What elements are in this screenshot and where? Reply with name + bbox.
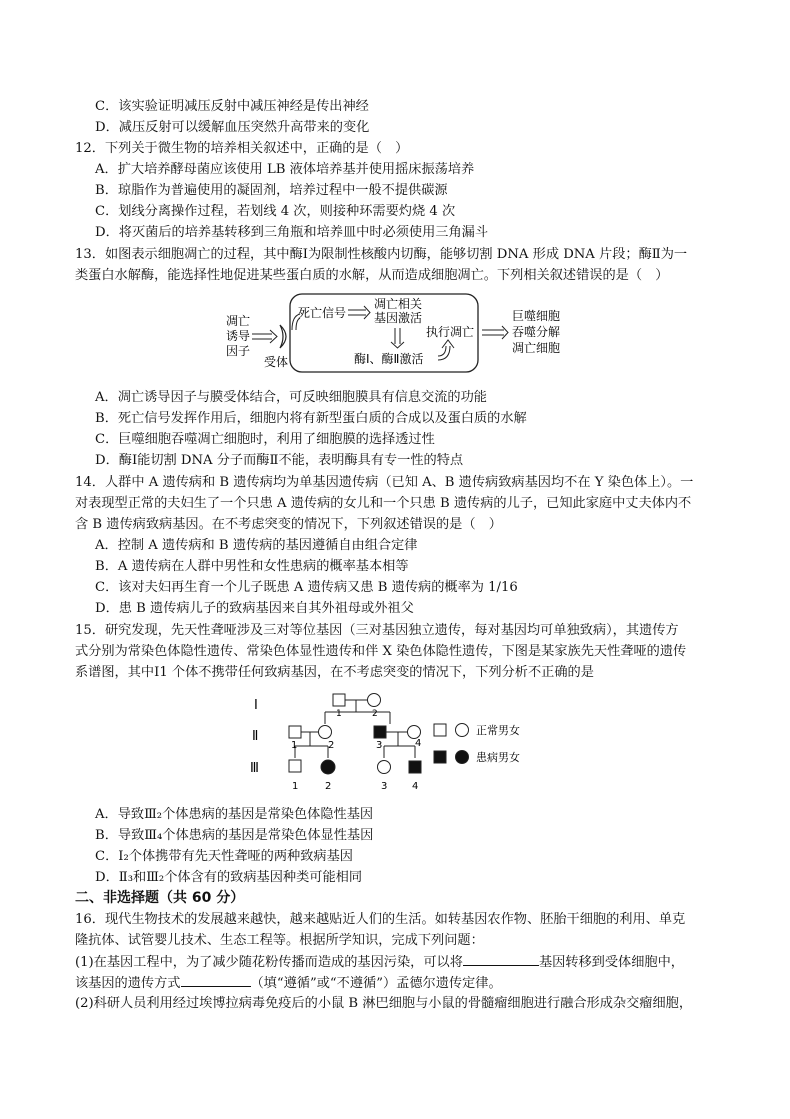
q14-option-d: D．患 B 遗传病儿子的致病基因来自其外祖母或外祖父 <box>95 601 414 616</box>
legend-affected-label: 患病男女 <box>476 751 520 764</box>
result-label-3: 凋亡细胞 <box>512 341 561 355</box>
q13-option-a: A．凋亡诱导因子与膜受体结合，可反映细胞膜具有信息交流的功能 <box>95 390 487 405</box>
inducer-label-2: 诱导 <box>226 329 251 343</box>
q16-part1-text-b: 基因转移到受体细胞中， <box>538 955 684 970</box>
q15-stem-line2: 式分别为常染色体隐性遗传、常染色体显性遗传和伴 X 染色体隐性遗传，下图是某家族先天性聋哑的遗传 <box>75 644 687 659</box>
q15-stem-line3: 系谱图，其中Ⅰ1 个体不携带任何致病基因，在不考虑突变的情况下，下列分析不正确的是 <box>75 665 594 680</box>
II1-number: 1 <box>291 740 298 751</box>
III4-affected-male <box>409 761 421 773</box>
II3-affected-male <box>374 726 386 738</box>
q14-option-b: B．A 遗传病在人群中男性和女性患病的概率基本相等 <box>95 559 409 574</box>
q15-stem-line1: 15．研究发现，先天性聋哑涉及三对等位基因（三对基因独立遗传，每对基因均可单独致病），其遗传方 <box>75 623 679 638</box>
gene-label-2: 基因激活 <box>374 311 423 325</box>
II2-normal-female <box>319 726 332 739</box>
generation-label-3: Ⅲ <box>250 761 259 776</box>
q15-option-a: A．导致Ⅲ₂个体患病的基因是常染色体隐性基因 <box>95 807 374 822</box>
q14-option-c: C．该对夫妇再生育一个儿子既患 A 遗传病又患 B 遗传病的概率为 1/16 <box>95 580 518 595</box>
death-signal-label: 死亡信号 <box>298 306 347 320</box>
III2-number: 2 <box>325 781 332 792</box>
legend-normal-female <box>456 724 469 737</box>
q16-part1-text-d: （填“遵循”或“不遵循”）孟德尔遗传定律。 <box>250 976 502 991</box>
q15-option-d: D．Ⅱ₃和Ⅲ₂个体含有的致病基因种类可能相同 <box>95 870 363 885</box>
receptor-icon <box>280 325 286 348</box>
q16-part1-line1 <box>75 953 684 971</box>
q12-option-c: C．划线分离操作过程，若划线 4 次，则接种环需要灼烧 4 次 <box>95 204 456 219</box>
q13-stem-line2: 类蛋白水解酶，能选择性地促进某些蛋白质的水解，从而造成细胞凋亡。下列相关叙述错误的是（ ） <box>75 268 669 283</box>
q13-option-b: B．死亡信号发挥作用后，细胞内将有新型蛋白质的合成以及蛋白质的水解 <box>95 411 527 426</box>
q16-part2-line1: (2)科研人员利用经过埃博拉病毒免疫后的小鼠 B 淋巴细胞与小鼠的骨髓瘤细胞进行融合形成杂交瘤细胞， <box>75 996 693 1011</box>
result-label-1: 巨噬细胞 <box>512 309 561 323</box>
q16-stem-line1: 16．现代生物技术的发展越来越快，越来越贴近人们的生活。如转基因农作物、胚胎干细胞的利用、单克 <box>75 912 686 927</box>
result-label-2: 吞噬分解 <box>512 325 561 339</box>
arrow-down-icon <box>391 328 404 348</box>
q13-stem-line1: 13．如图表示细胞凋亡的过程，其中酶Ⅰ为限制性核酸内切酶，能够切割 DNA 形成 DNA 片段；酶Ⅱ为一 <box>75 247 688 262</box>
inducer-label-1: 凋亡 <box>226 314 251 328</box>
I2-number: 2 <box>372 709 378 719</box>
q15-option-c: C．Ⅰ₂个体携带有先天性聋哑的两种致病基因 <box>95 849 353 864</box>
q11-option-d: D．减压反射可以缓解血压突然升高带来的变化 <box>95 120 370 135</box>
I1-number: 1 <box>336 709 342 719</box>
q14-stem-line1: 14．人群中 A 遗传病和 B 遗传病均为单基因遗传病（已知 A、B 遗传病致病基因均不在 Y 染色体上）。一 <box>75 475 694 490</box>
III3-number: 3 <box>381 781 388 792</box>
II2-number: 2 <box>328 740 335 751</box>
III4-number: 4 <box>412 781 419 792</box>
q16-part1-text-c: 该基因的遗传方式 <box>75 976 181 991</box>
II4-normal-female <box>408 726 421 739</box>
III1-number: 1 <box>292 781 299 792</box>
pedigree-chart <box>240 688 560 796</box>
enzymes-label: 酶Ⅰ、酶Ⅱ激活 <box>354 352 424 366</box>
q16-stem-line2: 隆抗体、试管婴儿技术、生态工程等。根据所学知识，完成下列问题： <box>75 933 484 948</box>
II4-number: 4 <box>415 738 422 749</box>
q11-option-c: C．该实验证明减压反射中减压神经是传出神经 <box>95 99 369 114</box>
I1-normal-male <box>333 694 345 706</box>
execute-label: 执行凋亡 <box>426 325 475 339</box>
III3-normal-female <box>378 761 391 774</box>
I2-normal-female <box>368 694 381 707</box>
legend-normal-male <box>434 724 446 736</box>
generation-label-1: Ⅰ <box>254 698 258 713</box>
receptor-label: 受体 <box>264 355 289 369</box>
legend-affected-female <box>456 751 469 764</box>
q12-stem: 12．下列关于微生物的培养相关叙述中，正确的是（ ） <box>75 141 409 156</box>
q13-option-d: D．酶Ⅰ能切割 DNA 分子而酶Ⅱ不能，表明酶具有专一性的特点 <box>95 453 464 468</box>
q12-option-d: D．将灭菌后的培养基转移到三角瓶和培养皿中时必须使用三角漏斗 <box>95 225 489 240</box>
q13-option-c: C．巨噬细胞吞噬凋亡细胞时，利用了细胞膜的选择透过性 <box>95 432 435 447</box>
II1-normal-male <box>289 726 301 738</box>
section-heading: 二、非选择题（共 60 分） <box>75 890 245 906</box>
III1-normal-male <box>289 760 301 772</box>
III2-affected-female <box>321 760 335 774</box>
inducer-label-3: 因子 <box>226 344 251 358</box>
legend-affected-male <box>434 751 446 763</box>
generation-label-2: Ⅱ <box>252 729 259 744</box>
apoptosis-diagram <box>220 290 570 376</box>
II3-number: 3 <box>376 740 383 751</box>
q12-option-a: A．扩大培养酵母菌应该使用 LB 液体培养基并使用摇床振荡培养 <box>95 162 475 177</box>
arrow-out-icon <box>482 326 508 339</box>
legend-normal-label: 正常男女 <box>476 724 520 737</box>
inducer-arrow-icon <box>252 330 277 343</box>
q12-option-b: B．琼脂作为普遍使用的凝固剂，培养过程中一般不提供碳源 <box>95 183 448 198</box>
q14-option-a: A．控制 A 遗传病和 B 遗传病的基因遵循自由组合定律 <box>95 538 418 553</box>
arrow-right-icon <box>348 306 370 319</box>
q15-option-b: B．导致Ⅲ₄个体患病的基因是常染色体显性基因 <box>95 828 374 843</box>
q16-part1-line2 <box>75 974 502 992</box>
curved-up-arrow-icon <box>438 340 454 360</box>
q14-stem-line2: 对表现型正常的夫妇生了一个只患 A 遗传病的女儿和一个只患 B 遗传病的儿子，已知此家庭中丈夫体内不 <box>75 496 692 511</box>
q14-stem-line3: 含 B 遗传病致病基因。在不考虑突变的情况下，下列叙述错误的是（ ） <box>75 517 502 532</box>
answer-blank-1[interactable] <box>463 953 539 966</box>
answer-blank-2[interactable] <box>181 974 251 987</box>
q16-part1-text-a: (1)在基因工程中，为了减少随花粉传播而造成的基因污染，可以将 <box>75 955 463 970</box>
gene-label-1: 凋亡相关 <box>374 297 423 311</box>
